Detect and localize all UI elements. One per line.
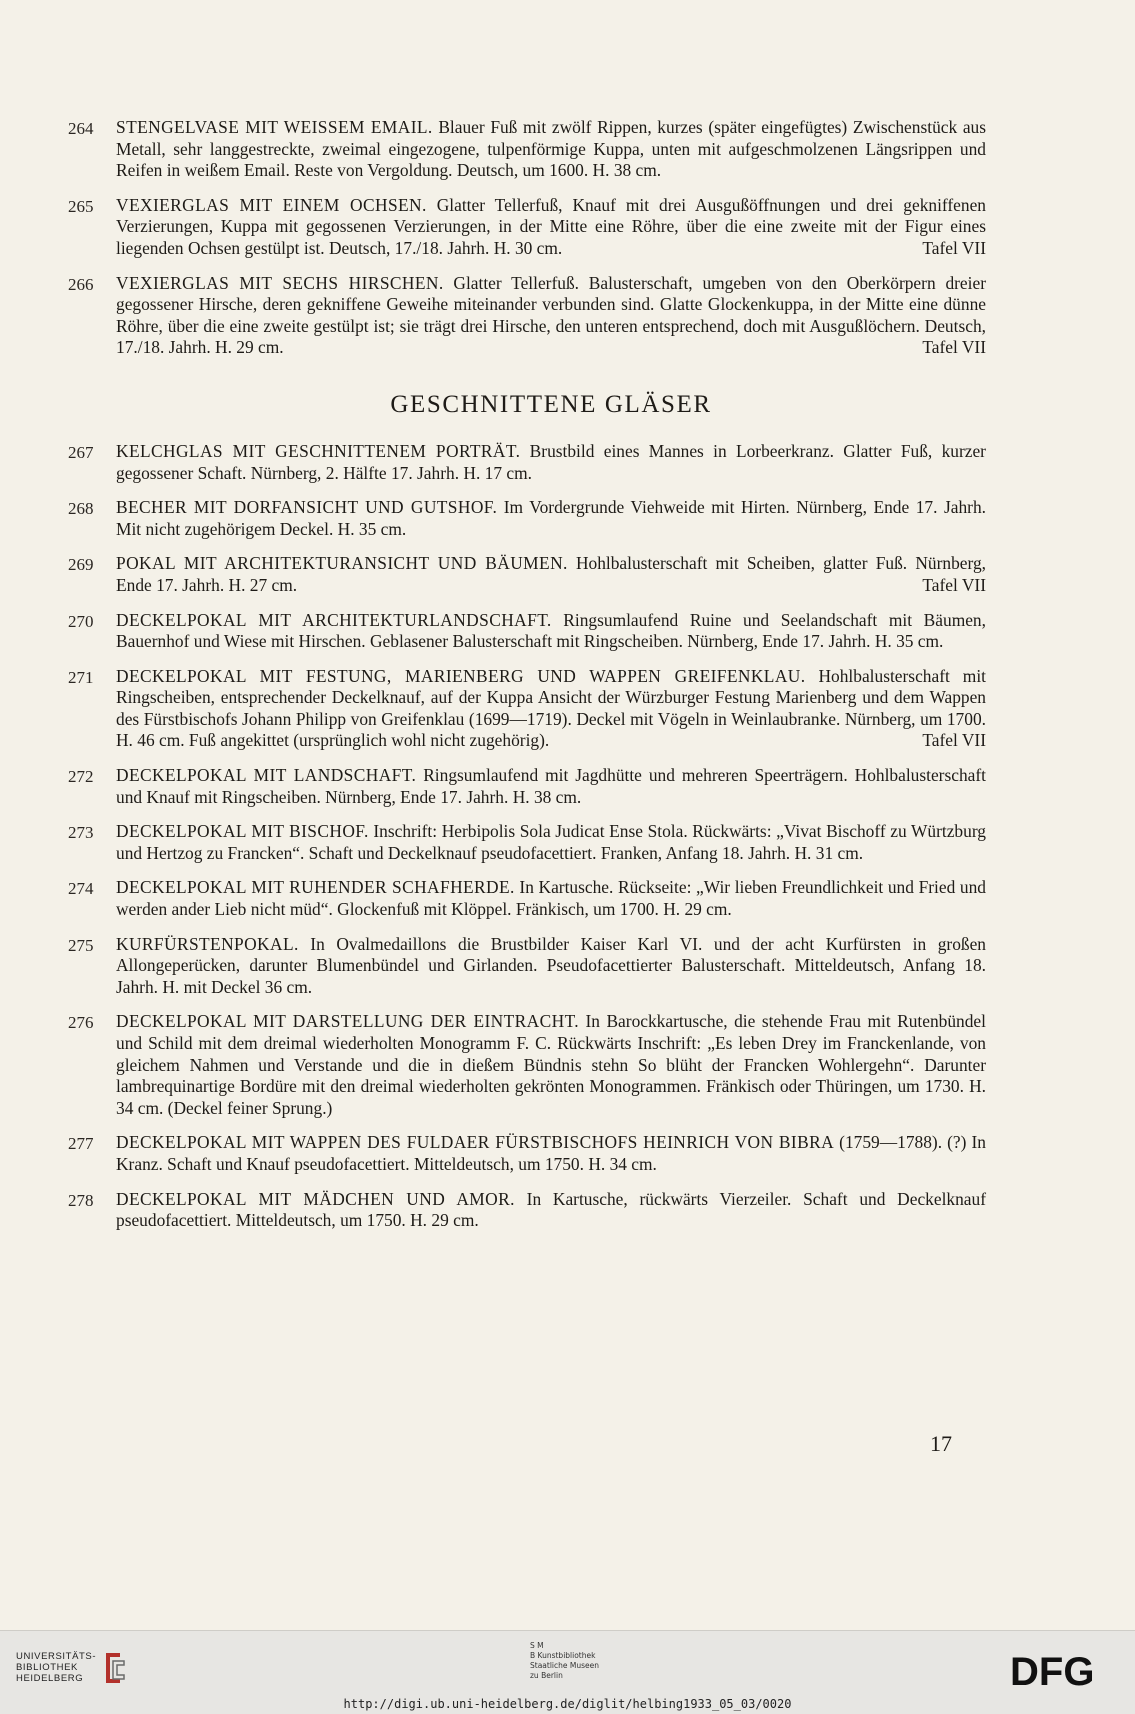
entry-title: STENGELVASE MIT WEISSEM EMAIL. — [116, 117, 433, 137]
entry-number: 268 — [68, 499, 94, 519]
dfg-logo[interactable] — [1010, 1651, 1120, 1691]
catalog-entries — [68, 117, 986, 1245]
logo-line: HEIDELBERG — [16, 1672, 84, 1684]
entry-description: Blauer Fuß mit zwölf Rippen, kurzes (später eingefügtes) Zwischenstück aus Metall, sehr langgestreckte, zweimal eingezogene, tulpenförmige Kuppa, unten mit aufgeschmolzenen Längsrippen und Reifen in weißem Email. Reste von Vergoldung. Deutsch, um 1600. H. 38 cm. — [116, 117, 987, 181]
section-heading: GESCHNITTENE GLÄSER — [390, 390, 712, 418]
entry-number: 277 — [68, 1134, 94, 1154]
entry-body — [116, 821, 986, 864]
catalog-entry — [68, 1189, 986, 1232]
catalog-entry — [68, 273, 986, 359]
logo-text — [16, 1651, 96, 1684]
catalog-entry — [68, 1132, 986, 1175]
entry-body — [116, 610, 986, 653]
page-number: 17 — [930, 1431, 952, 1456]
entry-description: Hohlbalusterschaft mit Scheiben, glatter Fuß. Nürnberg, Ende 17. Jahrh. H. 27 cm. — [116, 553, 986, 595]
entry-plate-reference: Tafel VII — [922, 337, 986, 358]
entry-number: 274 — [68, 879, 94, 899]
entry-body — [116, 765, 986, 808]
entry-description: Hohlbalusterschaft mit Ringscheiben, entsprechender Deckelknauf, auf der Kuppa Ansicht der Würzburger Festung Marienberg und dem Wappen des Fürstbischofs Johann Philipp von Greifenklau (1699—1719). Deckel mit Vögeln in Weinlaubranke. Nürnberg, um 1700. H. 46 cm. Fuß angekittet (ursprünglich wohl nicht zugehörig). — [116, 665, 986, 751]
catalog-entry — [68, 821, 986, 864]
catalog-entry — [68, 610, 986, 653]
entry-title: VEXIERGLAS MIT SECHS HIRSCHEN. — [116, 272, 444, 293]
entry-number: 272 — [68, 767, 94, 787]
entry-body — [116, 195, 986, 260]
entry-title: DECKELPOKAL MIT WAPPEN DES FULDAER FÜRSTBISCHOFS HEINRICH VON BIBRA — [116, 1132, 835, 1153]
stamp-line: Staatliche Museen — [530, 1661, 599, 1670]
entry-description: Glatter Tellerfuß. Balusterschaft, umgeben von den Oberkörpern dreier gegossener Hirsche, deren gekniffene Geweihe miteinander verbunden sind. Glatte Glockenkuppa, in der Mitte eine dünne Röhre, über die eine zweite gestülpt ist; sie trägt drei Hirsche, den unteren entsprechend, doch mit Ausgußlöchern. Deutsch, 17./18. Jahrh. H. 29 cm. — [116, 272, 986, 358]
library-mark-icon — [100, 1649, 128, 1685]
entry-body — [116, 934, 986, 999]
entry-description: Brustbild eines Mannes in Lorbeerkranz. Glatter Fuß, kurzer gegossener Schaft. Nürnberg, 2. Hälfte 17. Jahrh. H. 17 cm. — [116, 440, 986, 483]
entry-description: In Kartusche, rückwärts Vierzeiler. Schaft und Deckelknauf pseudofacettiert. Mitteldeutsch, um 1750. H. 29 cm. — [116, 1188, 986, 1231]
entry-body — [116, 273, 986, 359]
catalog-entry — [68, 553, 986, 596]
logo-line: BIBLIOTHEK — [16, 1661, 78, 1673]
entry-description: In Kartusche. Rückseite: „Wir lieben Freundlichkeit und Fried und werden ander Lieb nicht müd“. Glockenfuß mit Klöppel. Fränkisch, um 1700. H. 29 cm. — [116, 877, 986, 920]
entry-plate-reference: Tafel VII — [922, 237, 986, 258]
entry-title: DECKELPOKAL MIT LANDSCHAFT. — [116, 765, 417, 786]
stamp-line: zu Berlin — [530, 1671, 563, 1680]
entry-number: 278 — [68, 1190, 94, 1210]
footer-bar — [0, 1630, 1135, 1714]
entry-number: 275 — [68, 935, 94, 955]
catalog-entry — [68, 117, 986, 182]
entry-body — [116, 1132, 986, 1175]
entry-number: 265 — [68, 196, 94, 216]
entry-description: Inschrift: Herbipolis Sola Judicat Ense Stola. Rückwärts: „Vivat Bischoff zu Würtzburg und Hertzog zu Francken“. Schaft und Deckelknauf pseudofacettiert. Franken, Anfang 18. Jahrh. H. 31 cm. — [116, 821, 986, 863]
entry-description: Im Vordergrunde Viehweide mit Hirten. Nürnberg, Ende 17. Jahrh. Mit nicht zugehörigem Deckel. H. 35 cm. — [116, 497, 986, 539]
museum-stamp — [530, 1641, 599, 1681]
catalog-entry — [68, 195, 986, 260]
entry-body — [116, 441, 986, 484]
entry-body — [116, 666, 986, 752]
entry-title: VEXIERGLAS MIT EINEM OCHSEN. — [116, 194, 427, 215]
catalog-entry — [68, 441, 986, 484]
entry-number: 271 — [68, 667, 94, 687]
entry-description: In Barockkartusche, die stehende Frau mit Rutenbündel und Schild mit dem dreimal wiederholten Monogramm F. C. Rückwärts Inschrift: „Es leben Drey im Franckenlande, von gleichem Nahmen und Verstande und die in dießem Bündnis stehn So blüht der Francken Wohlergehn“. Darunter lambrequinartige Bordüre mit den dreimal wiederholten gekrönten Monogrammen. Fränkisch oder Thüringen, um 1730. H. 34 cm. (Deckel feiner Sprung.) — [116, 1011, 986, 1118]
entry-description: Ringsumlaufend mit Jagdhütte und mehreren Speerträgern. Hohlbalusterschaft und Knauf mit Ringscheiben. Nürnberg, Ende 17. Jahrh. H. 38 cm. — [116, 765, 986, 807]
entry-number: 276 — [68, 1013, 94, 1033]
catalog-entry — [68, 765, 986, 808]
entry-title: DECKELPOKAL MIT DARSTELLUNG DER EINTRACHT. — [116, 1011, 580, 1032]
entry-number: 267 — [68, 442, 94, 462]
entry-title: POKAL MIT ARCHITEKTURANSICHT UND BÄUMEN. — [116, 553, 568, 574]
entry-title: KELCHGLAS MIT GESCHNITTENEM PORTRÄT. — [116, 440, 521, 461]
entry-body — [116, 1189, 986, 1232]
entry-title: DECKELPOKAL MIT BISCHOF. — [116, 821, 369, 842]
entry-body — [116, 497, 986, 540]
entry-body — [116, 1011, 986, 1119]
logo-line: UNIVERSITÄTS- — [16, 1650, 97, 1662]
entry-description: (1759—1788). (?) In Kranz. Schaft und Knauf pseudofacettiert. Mitteldeutsch, um 1750. H. 34 cm. — [116, 1132, 986, 1174]
catalog-entry — [68, 934, 986, 999]
entry-number: 273 — [68, 823, 94, 843]
catalog-entry — [68, 1011, 986, 1119]
entry-number: 266 — [68, 274, 94, 294]
stamp-line: B Kunstbibliothek — [530, 1651, 596, 1660]
entry-number: 270 — [68, 611, 94, 631]
entry-plate-reference: Tafel VII — [922, 574, 986, 595]
dfg-logo-text: DFG — [1010, 1651, 1095, 1691]
entry-title: DECKELPOKAL MIT ARCHITEKTURLANDSCHAFT. — [116, 609, 552, 630]
entry-body — [116, 117, 986, 182]
entry-description: In Ovalmedaillons die Brustbilder Kaiser Karl VI. und der acht Kurfürsten in großen Allongeperücken, darunter Blumenbündel und Girlanden. Pseudofacettierter Balusterschaft. Mitteldeutsch, Anfang 18. Jahrh. H. mit Deckel 36 cm. — [116, 933, 986, 997]
catalog-entry — [68, 666, 986, 752]
university-library-logo[interactable] — [16, 1649, 128, 1685]
entry-description: Ringsumlaufend Ruine und Seelandschaft mit Bäumen, Bauernhof und Wiese mit Hirschen. Geblasener Balusterschaft mit Ringscheiben. Nürnberg, Ende 17. Jahrh. H. 35 cm. — [116, 609, 986, 652]
entry-title: DECKELPOKAL MIT MÄDCHEN UND AMOR. — [116, 1188, 515, 1209]
entries-group-b — [68, 441, 986, 1232]
entries-group-a — [68, 117, 986, 359]
source-url[interactable]: http://digi.ub.uni-heidelberg.de/diglit/helbing1933_05_03/0020 — [343, 1697, 792, 1711]
entry-title: DECKELPOKAL MIT RUHENDER SCHAFHERDE. — [116, 877, 515, 898]
entry-description: Glatter Tellerfuß, Knauf mit drei Ausgußöffnungen und drei gekniffenen Verzierungen, Kuppa mit gegossenen Verzierungen, in der Mitte eine Röhre, über die eine zweite mit der Figur eines liegenden Ochsen gestülpt ist. Deutsch, 17./18. Jahrh. H. 30 cm. — [116, 194, 987, 258]
entry-title: KURFÜRSTENPOKAL. — [116, 933, 299, 954]
entry-title: DECKELPOKAL MIT FESTUNG, MARIENBERG UND WAPPEN GREIFENKLAU. — [116, 665, 806, 686]
catalog-entry — [68, 877, 986, 920]
catalog-entry — [68, 497, 986, 540]
entry-number: 264 — [68, 119, 94, 138]
entry-number: 269 — [68, 555, 94, 575]
entry-plate-reference: Tafel VII — [922, 730, 986, 751]
stamp-line: S M — [530, 1641, 544, 1650]
entry-title: BECHER MIT DORFANSICHT UND GUTSHOF. — [116, 497, 498, 518]
entry-body — [116, 877, 986, 920]
entry-body — [116, 553, 986, 596]
